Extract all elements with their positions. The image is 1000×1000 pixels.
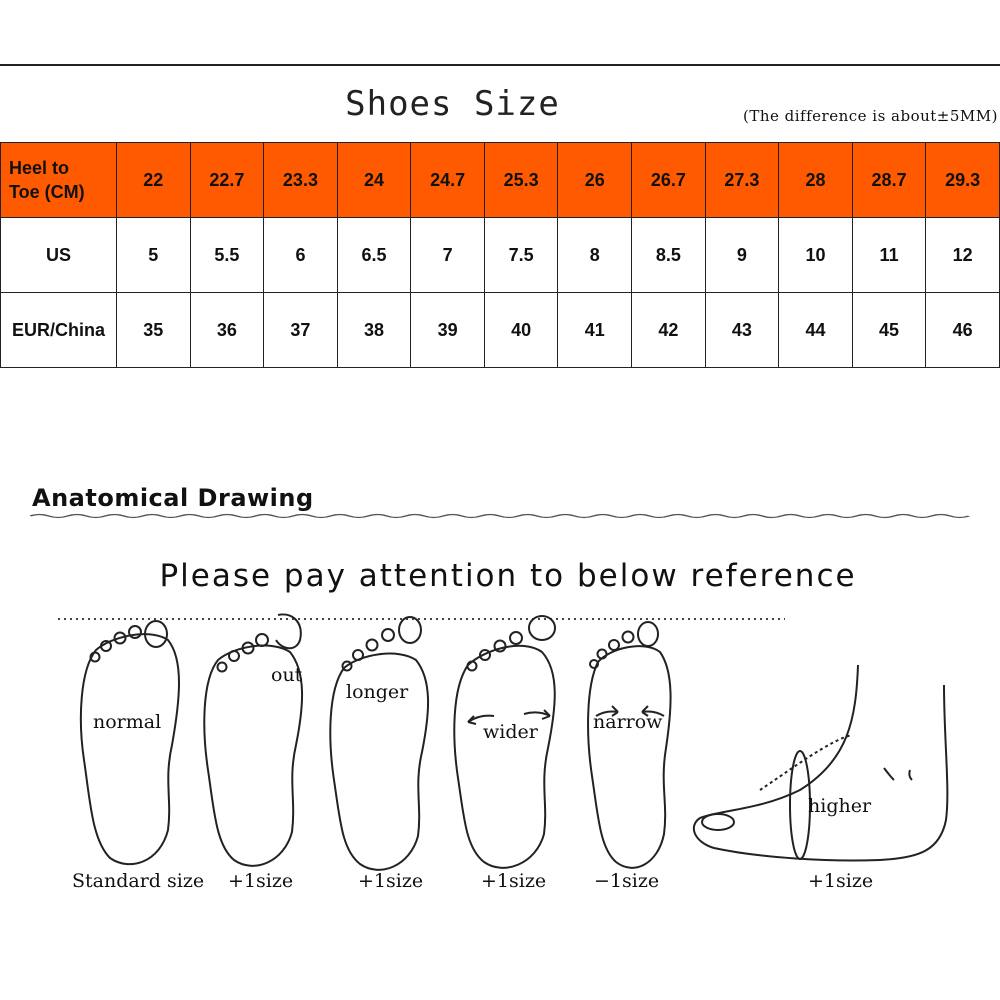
table-cell: 26.7: [632, 143, 706, 218]
table-cell: 28.7: [852, 143, 926, 218]
table-cell: 43: [705, 293, 779, 368]
foot-caption-normal: Standard size: [72, 870, 205, 892]
table-cell: 35: [117, 293, 191, 368]
table-cell: 9: [705, 218, 779, 293]
row-header-line-1: Heel to: [9, 158, 70, 178]
table-row-us: [1, 218, 1000, 293]
row-header-line-2: Toe (CM): [9, 182, 85, 202]
table-cell: 22: [117, 143, 191, 218]
longer-foot-icon: [330, 617, 428, 870]
table-cell: 24.7: [411, 143, 485, 218]
table-cell: 36: [190, 293, 264, 368]
size-chart-title-row: [0, 64, 1000, 142]
size-chart-title: Shoes Size: [345, 84, 560, 124]
foot-label-higher: higher: [808, 795, 872, 817]
row-header-heel-to-toe: [1, 143, 117, 218]
foot-caption-narrow: −1size: [594, 870, 660, 892]
row-header-eur-china: EUR/China: [1, 293, 117, 368]
foot-label-longer: longer: [346, 681, 409, 703]
foot-caption-out: +1size: [228, 870, 294, 892]
table-cell: 10: [779, 218, 853, 293]
table-cell: 23.3: [264, 143, 338, 218]
table-cell: 27.3: [705, 143, 779, 218]
table-cell: 8: [558, 218, 632, 293]
table-cell: 29.3: [926, 143, 1000, 218]
table-cell: 44: [779, 293, 853, 368]
reference-notice: Please pay attention to below reference: [159, 558, 857, 594]
table-cell: 38: [337, 293, 411, 368]
table-cell: 25.3: [484, 143, 558, 218]
table-cell: 45: [852, 293, 926, 368]
size-table: [0, 142, 1000, 368]
section-title: Anatomical Drawing: [32, 484, 314, 512]
higher-foot-icon: [694, 665, 948, 861]
table-cell: 7.5: [484, 218, 558, 293]
table-cell: 12: [926, 218, 1000, 293]
table-cell: 37: [264, 293, 338, 368]
table-cell: 41: [558, 293, 632, 368]
feet-illustration: [0, 600, 1000, 900]
row-header-us: US: [1, 218, 117, 293]
foot-caption-longer: +1size: [358, 870, 424, 892]
narrow-foot-icon: [588, 622, 671, 868]
foot-caption-wider: +1size: [481, 870, 547, 892]
table-cell: 5: [117, 218, 191, 293]
table-cell: 11: [852, 218, 926, 293]
out-foot-icon: [204, 614, 302, 865]
table-cell: 46: [926, 293, 1000, 368]
table-cell: 28: [779, 143, 853, 218]
table-row-eur-china: [1, 293, 1000, 368]
table-cell: 8.5: [632, 218, 706, 293]
normal-foot-icon: [81, 621, 179, 864]
table-cell: 24: [337, 143, 411, 218]
size-chart-subtitle: (The difference is about±5MM): [742, 107, 998, 125]
table-cell: 5.5: [190, 218, 264, 293]
table-cell: 7: [411, 218, 485, 293]
table-cell: 39: [411, 293, 485, 368]
table-cell: 42: [632, 293, 706, 368]
foot-caption-higher: +1size: [808, 870, 874, 892]
section-divider: [30, 513, 980, 519]
table-cell: 6: [264, 218, 338, 293]
table-row-heel-to-toe: [1, 143, 1000, 218]
foot-label-narrow: narrow: [593, 711, 663, 733]
table-cell: 26: [558, 143, 632, 218]
table-cell: 22.7: [190, 143, 264, 218]
foot-label-normal: normal: [93, 711, 162, 733]
foot-label-out: out: [271, 664, 303, 686]
table-cell: 6.5: [337, 218, 411, 293]
foot-label-wider: wider: [483, 721, 538, 743]
table-cell: 40: [484, 293, 558, 368]
